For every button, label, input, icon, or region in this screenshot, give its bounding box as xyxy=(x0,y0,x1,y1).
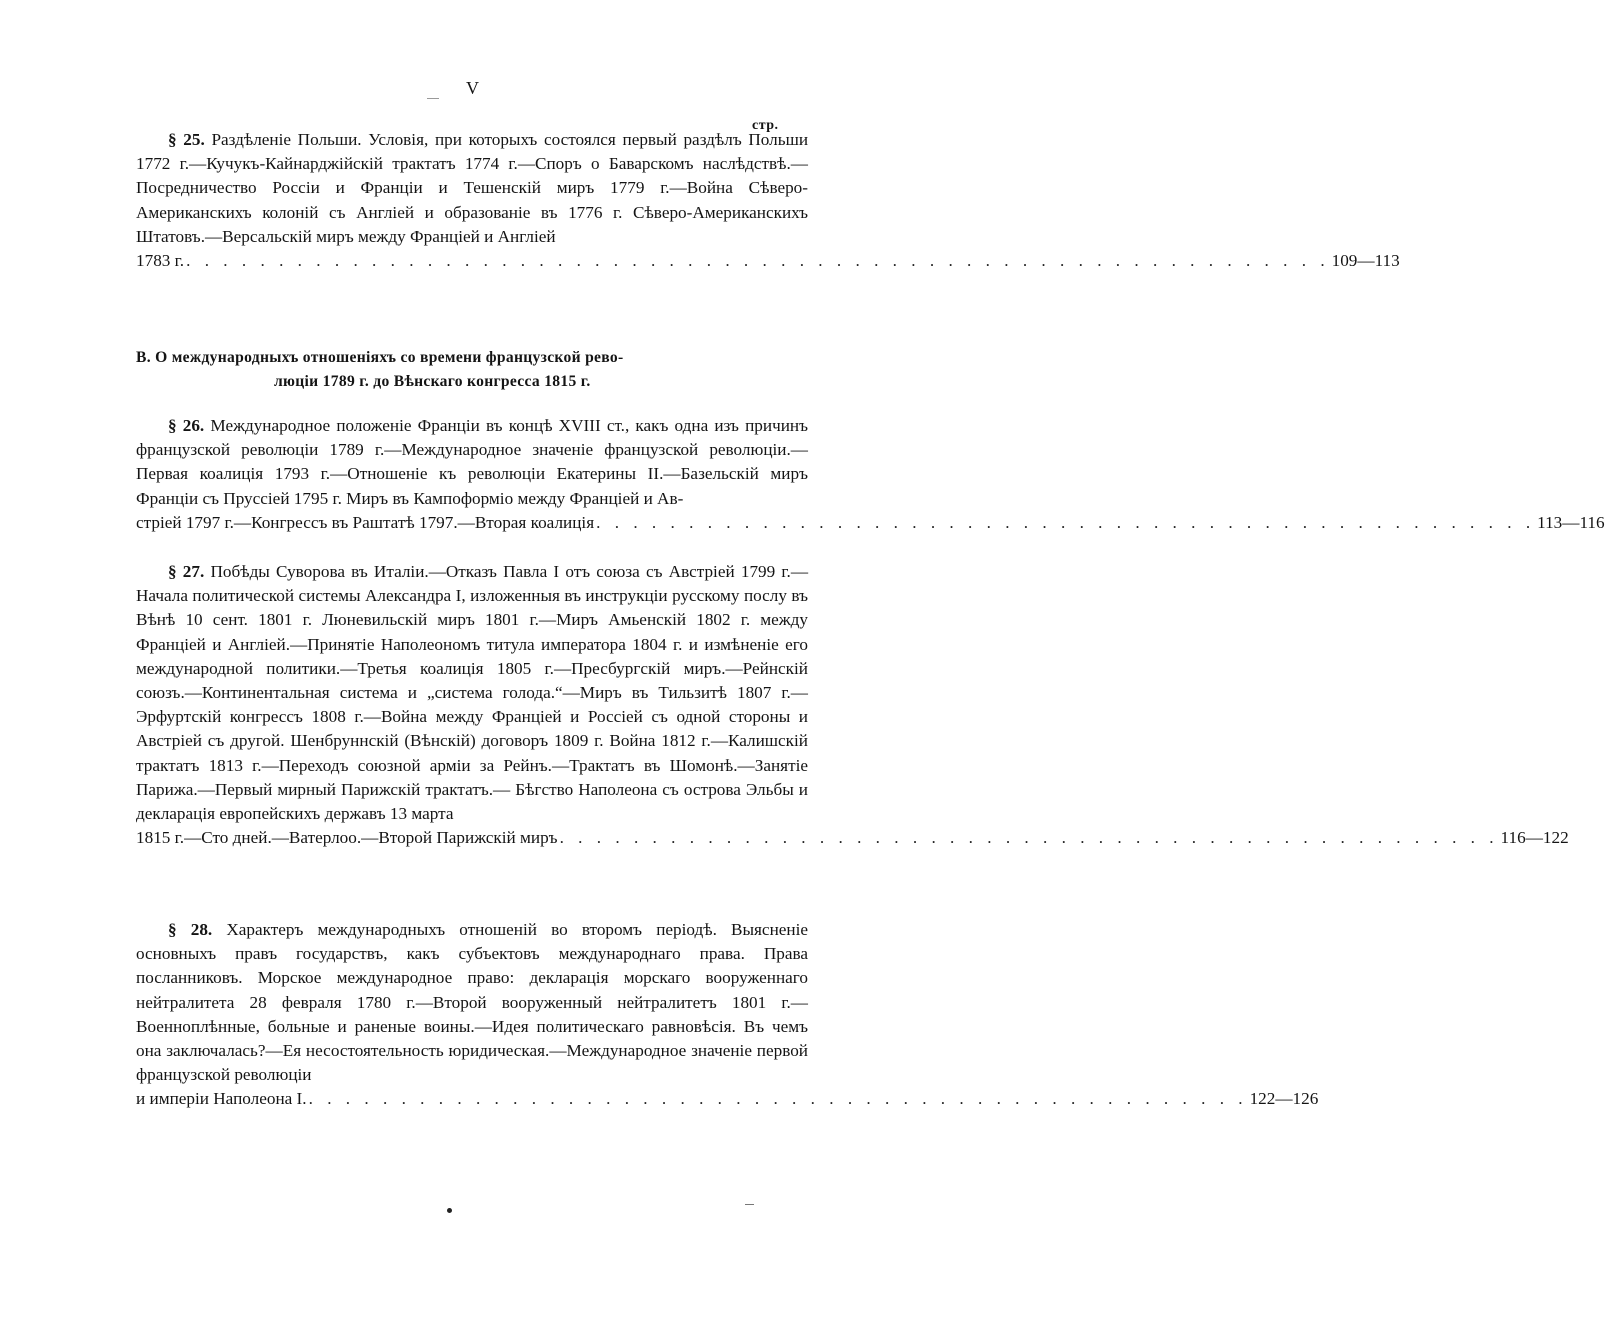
entry-last-text: и имперіи Наполеона I. xyxy=(136,1089,307,1109)
page-range: 122—126 xyxy=(1249,1089,1319,1109)
toc-entry-28 xyxy=(136,918,1319,1112)
page-range: 113—116 xyxy=(1537,512,1605,532)
entry-text: Международное положеніе Франціи въ концѣ XVIII ст., какъ одна изъ причинъ французской революціи 1789 г.—Международное значеніе французской революціи.—Первая коалиція 1793 г.—Отношеніе къ революціи Екатерины II.—Базельскій миръ Франціи съ Пруссіей 1795 г. Миръ въ Кампоформіо между Франціей и Ав- xyxy=(136,416,808,508)
section-heading-line-1: В. О международныхъ отношеніяхъ со времени французской рево- xyxy=(136,349,624,366)
toc-entry-27 xyxy=(136,560,1569,850)
entry-last-text: 1783 г. xyxy=(136,251,185,271)
pages-column-label: стр. xyxy=(752,118,779,133)
entry-last-line xyxy=(136,826,1569,850)
entry-last-line xyxy=(136,511,1605,535)
page-number-underline xyxy=(427,98,439,99)
entry-last-line xyxy=(136,249,1400,273)
page-range: 116—122 xyxy=(1500,828,1569,848)
page-range: 109—113 xyxy=(1331,251,1400,271)
dot-leader: . . . . . . . . . . . . . . . . . . . . . . . . . . . . . . . . . . . . . . . . . . . . . . . . . . . . . . . . . . . . . . xyxy=(186,251,1330,271)
section-number: § 25. xyxy=(168,130,205,149)
section-heading xyxy=(136,346,808,395)
dot-leader: . . . . . . . . . . . . . . . . . . . . . . . . . . . . . . . . . . . . . . . . . . . . . . . . . . . xyxy=(559,828,1499,848)
section-number: § 28. xyxy=(168,920,213,939)
entry-text: Характеръ международныхъ отношеній во второмъ періодѣ. Выясненіе основныхъ правъ государствъ, какъ субъектовъ международнаго права. Права посланниковъ. Морское международное право: декларація морскаго вооруженнаго нейтралитета 28 февраля 1780 г.—Второй вооруженный нейтралитетъ 1801 г.—Военноплѣнные, больные и раненые воины.—Идея политическаго равновѣсія. Въ чемъ она заключалась?—Ея несостоятельность юридическая.—Международное значеніе первой французской революціи xyxy=(136,920,808,1085)
section-number: § 26. xyxy=(168,416,205,435)
print-mark xyxy=(745,1204,754,1205)
toc-entry-26 xyxy=(136,414,1605,535)
page-number: V xyxy=(466,78,479,98)
print-speck xyxy=(447,1208,452,1213)
section-heading-line-2: люціи 1789 г. до Вѣнскаго конгресса 1815 г. xyxy=(274,373,591,391)
section-number: § 27. xyxy=(168,562,205,581)
entry-text: Побѣды Суворова въ Италіи.—Отказъ Павла I отъ союза съ Австріей 1799 г.—Начала политической системы Александра I, изложенныя въ инструкціи русскому послу въ Вѣнѣ 10 сент. 1801 г. Люневильскій миръ 1801 г.—Миръ Амьенскій 1802 г. между Франціей и Англіей.—Принятіе Наполеономъ титула императора 1804 г. и измѣненіе его международной политики.—Третья коалиція 1805 г.—Пресбургскій миръ.—Рейнскій союзъ.—Континентальная система и „система голода.“—Миръ въ Тильзитѣ 1807 г.—Эрфуртскій конгрессъ 1808 г.—Война между Франціей и Россіей съ одной стороны и Австріей съ другой. Шенбруннскій (Вѣнскій) договоръ 1809 г. Война 1812 г.—Калишскій трактатъ 1813 г.—Переходъ союзной арміи за Рейнъ.—Трактатъ въ Шомонѣ.—Занятіе Парижа.—Первый мирный Парижскій трактатъ.— Бѣгство Наполеона съ острова Эльбы и декларація европейскихъ державъ 13 марта xyxy=(136,562,809,824)
entry-last-text: стріей 1797 г.—Конгрессъ въ Раштатѣ 1797.—Вторая коалиція xyxy=(136,512,595,532)
entry-last-text: 1815 г.—Сто дней.—Ватерлоо.—Второй Парижскій миръ xyxy=(136,828,558,848)
toc-entry-25 xyxy=(136,128,1400,273)
entry-last-line xyxy=(136,1087,1319,1111)
dot-leader: . . . . . . . . . . . . . . . . . . . . . . . . . . . . . . . . . . . . . . . . . . . . . . . . . . . xyxy=(596,512,1536,532)
dot-leader: . . . . . . . . . . . . . . . . . . . . . . . . . . . . . . . . . . . . . . . . . . . . . . . . . . . xyxy=(308,1089,1248,1109)
entry-text: Раздѣленіе Польши. Условія, при которыхъ состоялся первый раздѣлъ Польши 1772 г.—Кучукъ-Кайнарджійскій трактатъ 1774 г.—Споръ о Баварскомъ наслѣдствѣ.—Посредничество Россіи и Франціи и Тешенскій миръ 1779 г.—Война Сѣверо-Американскихъ колоній съ Англіей и образованіе въ 1776 г. Сѣверо-Американскихъ Штатовъ.—Версальскій миръ между Франціей и Англіей xyxy=(136,130,809,246)
